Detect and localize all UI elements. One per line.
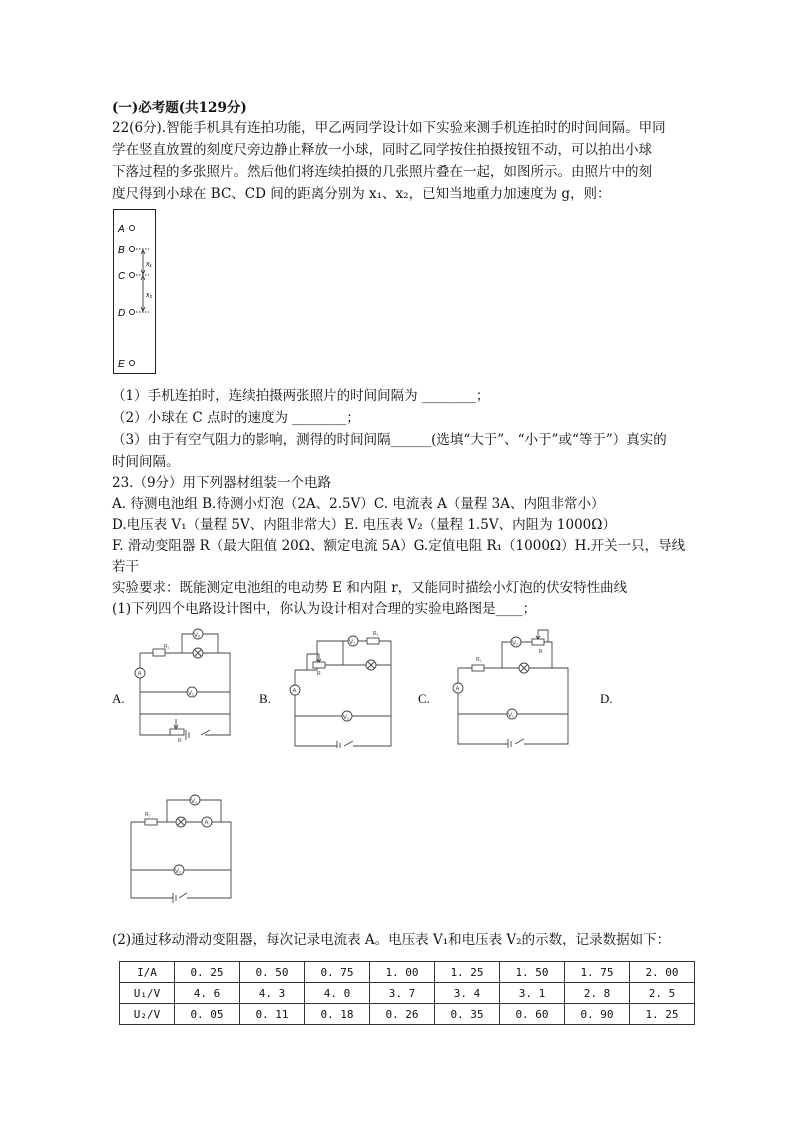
table-cell: 0. 35: [435, 1004, 500, 1025]
table-header-cell: U₁/V: [120, 983, 175, 1004]
table-row: [120, 1004, 695, 1025]
table-cell: 1. 00: [370, 962, 435, 983]
x1-label: x₁: [146, 261, 152, 268]
table-cell: 1. 75: [565, 962, 630, 983]
q22-line-3: 下落过程的多张照片。然后他们将连续拍摄的几张照片叠在一起，如图所示。由照片中的刻: [112, 164, 652, 180]
q22-sub-3-cont: 时间间隔。: [112, 454, 180, 470]
circuit-a-r1-label: R₁: [164, 644, 170, 650]
q23-line-7: (1)下列四个电路设计图中，你认为设计相对合理的实验电路图是____；: [112, 601, 537, 617]
table-cell: 3. 4: [435, 983, 500, 1004]
x2-label: x₂: [146, 292, 153, 299]
table-cell: 0. 50: [240, 962, 305, 983]
q23-line-6: 实验要求：既能测定电池组的电动势 E 和内阻 r，又能同时描绘小灯泡的伏安特性曲线: [112, 580, 628, 596]
data-table: [119, 961, 695, 1025]
table-cell: 0. 90: [565, 1004, 630, 1025]
point-c-label: C: [118, 271, 126, 282]
table-cell: 3. 1: [500, 983, 565, 1004]
q23-part2: (2)通过移动滑动变阻器，每次记录电流表 A。电压表 V₁和电压表 V₂的示数，记录数据如下：: [112, 932, 671, 948]
q23-line-1: 23.（9分）用下列器材组装一个电路: [112, 475, 332, 491]
circuit-d-diagram: [127, 788, 235, 904]
q23-line-3: D.电压表 V₁（量程 5V、内阻非常大）E. 电压表 V₂（量程 1.5V、内阻为 1000Ω）: [112, 517, 616, 533]
section-title: (一)必考题(共129分): [112, 100, 247, 116]
table-cell: 1. 25: [630, 1004, 695, 1025]
table-cell: 0. 25: [175, 962, 240, 983]
q23-line-4: F. 滑动变阻器 R（最大阻值 20Ω、额定电流 5A）G.定值电阻 R₁（1000Ω）H.开关一只，导线: [112, 538, 686, 554]
option-b-label: B.: [259, 691, 271, 706]
option-d-label: D.: [600, 691, 613, 706]
circuit-c-diagram: [448, 626, 572, 748]
option-c-label: C.: [418, 691, 430, 706]
q22-sub-3: （3）由于有空气阻力的影响，测得的时间间隔______(选填“大于”、“小于”或“等于”）真实的: [112, 432, 667, 448]
circuit-a-v2-label: V₂: [194, 633, 201, 639]
table-cell: 4. 3: [240, 983, 305, 1004]
circuit-b-r1-label: R₁: [373, 631, 379, 637]
circuit-d-r1-label: R₁: [145, 812, 151, 818]
circuit-c-r-label: R: [539, 649, 543, 655]
table-cell: 2. 8: [565, 983, 630, 1004]
q23-line-2: A. 待测电池组 B.待测小灯泡（2A、2.5V）C. 电流表 A（量程 3A、内阻非常小）: [112, 496, 605, 512]
table-cell: 0. 11: [240, 1004, 305, 1025]
table-cell: 0. 05: [175, 1004, 240, 1025]
q22-line-2: 学在竖直放置的刻度尺旁边静止释放一小球，同时乙同学按住拍摄按钮不动，可以拍出小球: [112, 142, 652, 158]
circuit-c-r1-label: R₁: [476, 657, 482, 663]
point-a-label: A: [118, 224, 125, 235]
table-header-cell: U₂/V: [120, 1004, 175, 1025]
table-cell: 1. 25: [435, 962, 500, 983]
q22-line-1: 22(6分).智能手机具有连拍功能，甲乙两同学设计如下实验来测手机连拍时的时间间隔。甲同: [112, 120, 666, 136]
table-cell: 0. 60: [500, 1004, 565, 1025]
circuit-d-ammeter-label: A: [204, 820, 209, 827]
circuit-b-ammeter-label: A: [292, 688, 297, 695]
circuit-a-r-label: R: [178, 738, 182, 744]
circuit-b-r-label: R: [317, 671, 321, 677]
circuit-d-v2-label: V₂: [191, 799, 198, 805]
circuit-a-diagram: [128, 626, 234, 750]
table-header-cell: I/A: [120, 962, 175, 983]
circuit-a-v1-label: V₁: [188, 691, 195, 697]
table-cell: 0. 26: [370, 1004, 435, 1025]
table-cell: 4. 6: [175, 983, 240, 1004]
circuit-a-ammeter-label: A: [137, 671, 142, 678]
option-a-label: A.: [112, 691, 125, 706]
q23-line-5: 若干: [112, 559, 139, 575]
circuit-b-v1-label: V₁: [343, 715, 350, 721]
q22-line-4: 度尺得到小球在 BC、CD 间的距离分别为 x₁、x₂，已知当地重力加速度为 g，则：: [112, 186, 611, 202]
circuit-b-v2-label: V₂: [349, 640, 356, 646]
table-cell: 3. 7: [370, 983, 435, 1004]
table-cell: 0. 75: [305, 962, 370, 983]
circuit-b-diagram: [287, 626, 399, 748]
table-cell: 2. 5: [630, 983, 695, 1004]
circuit-d-v1-label: V₁: [175, 869, 182, 875]
table-cell: 2. 00: [630, 962, 695, 983]
circuit-c-v1-label: V₁: [508, 713, 515, 719]
q22-sub-1: （1）手机连拍时，连续拍摄两张照片的时间间隔为 ________；: [112, 388, 490, 404]
table-cell: 0. 18: [305, 1004, 370, 1025]
circuit-c-v2-label: V₂: [512, 641, 519, 647]
point-b-label: B: [118, 245, 125, 256]
q22-sub-2: （2）小球在 C 点时的速度为 ________；: [112, 410, 360, 426]
circuit-c-ammeter-label: A: [455, 686, 460, 693]
table-row: [120, 983, 695, 1004]
point-d-label: D: [118, 308, 126, 319]
point-e-label: E: [118, 359, 125, 370]
table-row: [120, 962, 695, 983]
q22-ball-figure: [113, 209, 157, 375]
table-cell: 1. 50: [500, 962, 565, 983]
table-cell: 4. 0: [305, 983, 370, 1004]
